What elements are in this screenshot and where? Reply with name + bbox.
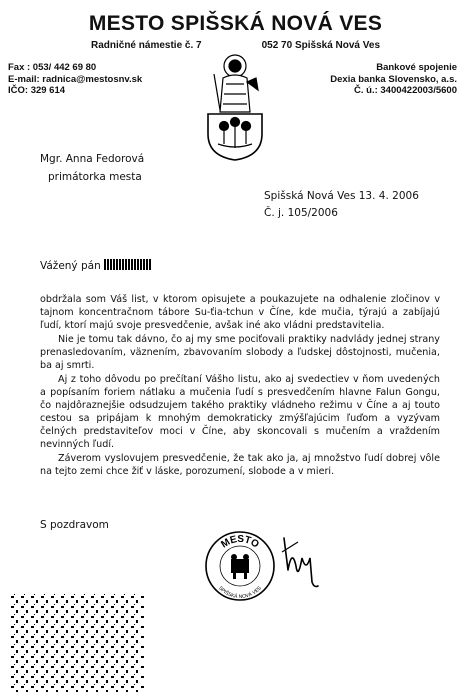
bank-block (330, 62, 457, 97)
official-stamp-icon (204, 530, 276, 602)
bank-account: Č. ú.: 3400422003/5600 (354, 85, 457, 96)
svg-text:MESTO (219, 534, 261, 551)
ico-number: IČO: 329 614 (8, 85, 66, 96)
stamp-top-text: MESTO (219, 533, 261, 551)
contact-block (8, 62, 142, 97)
paragraph-3: Aj z toho dôvodu po prečítaní Vášho listu, ako aj svedectiev v ňom uvedených a popísaním foriem nátlaku a mučenia ľudí s presvedčením hlavne Falun Gongu, čo najdôraznejšie odsudzujem takého praktiky vládneho režimu v Číne a aj touto cestou sa pripájam k mnohým demokraticky zmýšľajúcim ľuďom a vyzývam čelných predstaviteľov moci v Číne, aby skoncovali s mučením a vraždením nevinných ľudí. (40, 374, 440, 450)
letter-body (40, 293, 440, 479)
city-crest-icon (196, 52, 274, 162)
salutation (40, 259, 152, 272)
paragraph-2: Nie je tomu tak dávno, čo aj my sme pociťovali praktiky nadvlády jednej strany prenasledovaním, väznením, zbavovaním slobody a ľudskej dôstojnosti, mučenia, ba aj smrti. (40, 334, 440, 371)
salutation-text: Vážený pán (40, 260, 101, 272)
recipient-role: primátorka mesta (48, 171, 142, 183)
fax-number: Fax : 053/ 442 69 80 (8, 62, 97, 73)
stamp-bottom-text: SPIŠSKÁ NOVÁ VES (217, 585, 263, 601)
recipient-name: Mgr. Anna Fedorová (40, 153, 145, 165)
bank-name: Dexia banka Slovensko, a.s. (330, 73, 457, 85)
paragraph-1: obdržala som Váš list, v ktorom opisujete a poukazujete na odhalenie zločinov v tajnom koncentračnom tábore Su-ťia-tchun v Číne, kde mučia, týrajú a zabíjajú ľudí, ktorí majú svoje presvedčenie, avšak iné ako vládni predstavitelia. (40, 294, 440, 331)
reference-number: Č. j. 105/2006 (264, 207, 338, 219)
redacted-name (104, 259, 152, 270)
date-block (264, 188, 419, 222)
closing: S pozdravom (40, 519, 109, 531)
email-address: E-mail: radnica@mestosnv.sk (8, 73, 143, 85)
handwritten-signature (276, 528, 326, 596)
paragraph-4: Záverom vyslovujem presvedčenie, že tak ako ja, aj množstvo ľudí dobrej vôle na tejto zemi chce žiť v láske, porozumení, slobode a v mieri. (40, 453, 440, 477)
scan-artifact-pattern (0, 594, 150, 694)
letterhead-title: MESTO SPIŠSKÁ NOVÁ VES (88, 12, 383, 35)
bank-title: Bankové spojenie (376, 62, 457, 73)
letterhead-address (0, 40, 471, 51)
street-address: Radničné námestie č. 7 (90, 40, 202, 51)
postal-address: 052 70 Spišská Nová Ves (261, 40, 381, 51)
svg-text:SPIŠSKÁ NOVÁ VES (217, 585, 263, 600)
recipient-block (40, 150, 144, 186)
place-date: Spišská Nová Ves 13. 4. 2006 (264, 190, 419, 202)
